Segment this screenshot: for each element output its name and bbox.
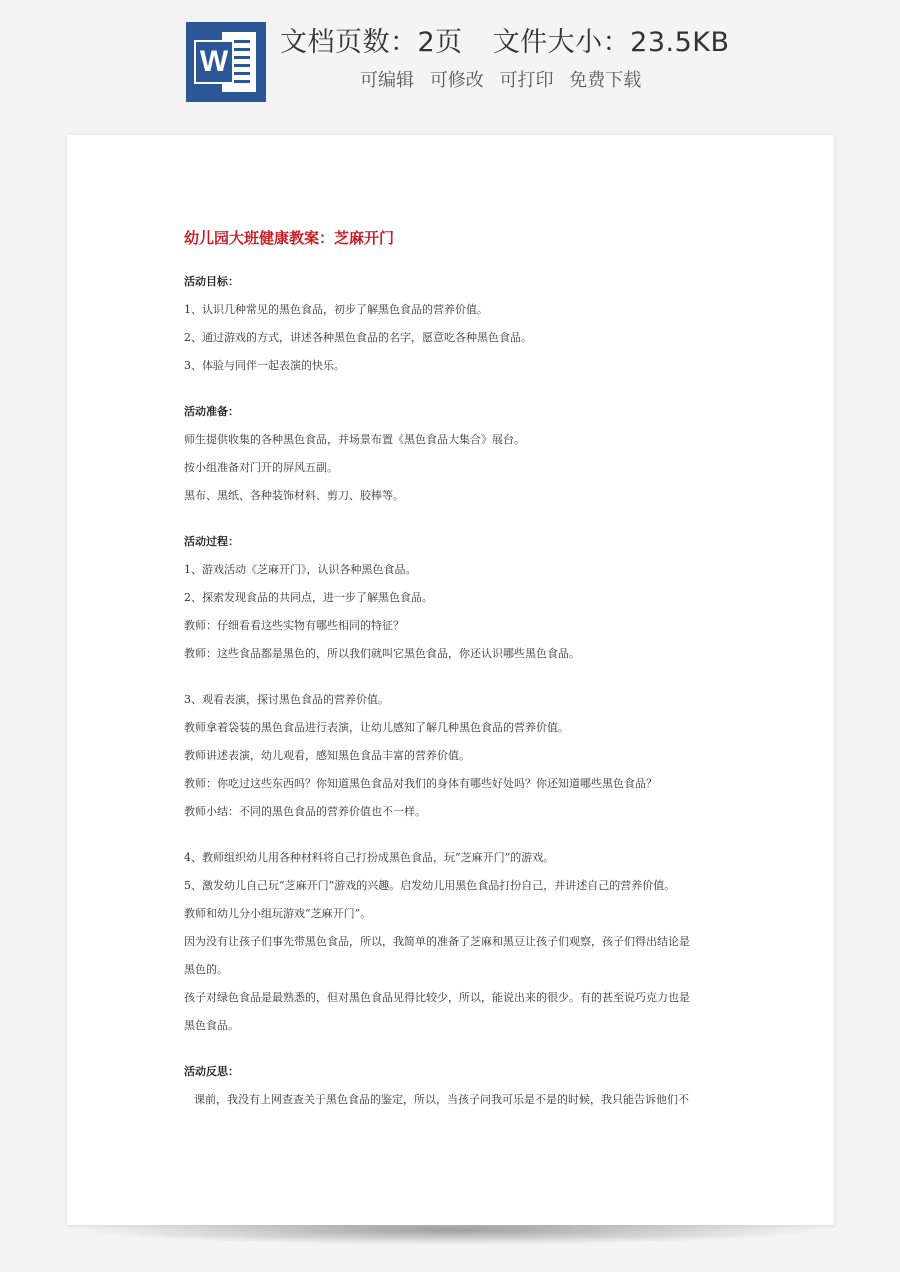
section-heading-reflection: 活动反思：	[184, 1065, 239, 1078]
body-line: 师生提供收集的各种黑色食品，并场景布置《黑色食品大集合》展台。	[184, 433, 525, 446]
body-line: 教师小结：不同的黑色食品的营养价值也不一样。	[184, 805, 426, 818]
section-heading-preparation: 活动准备：	[184, 405, 239, 418]
body-line: 教师：这些食品都是黑色的，所以我们就叫它黑色食品，你还认识哪些黑色食品。	[184, 647, 580, 660]
feature-printable: 可打印	[499, 70, 554, 91]
body-line: 按小组准备对门开的屏风五副。	[184, 461, 338, 474]
file-size: 文件大小：23.5KB	[492, 27, 730, 58]
body-line: 黑色的。	[184, 963, 228, 976]
body-line: 教师：你吃过这些东西吗？你知道黑色食品对我们的身体有哪些好处吗？你还知道哪些黑色食品？	[184, 777, 657, 790]
document-title: 幼儿园大班健康教案：芝麻开门	[184, 229, 395, 247]
body-line: 课前，我没有上网查查关于黑色食品的鉴定，所以，当孩子问我可乐是不是的时候，我只能告诉他们不	[194, 1093, 689, 1106]
section-heading-goals: 活动目标：	[184, 275, 239, 288]
body-line: 教师讲述表演，幼儿观看，感知黑色食品丰富的营养价值。	[184, 749, 470, 762]
body-line: 1、认识几种常见的黑色食品，初步了解黑色食品的营养价值。	[184, 303, 488, 316]
body-line: 教师：仔细看看这些实物有哪些相同的特征？	[184, 619, 404, 632]
body-line: 3、体验与同伴一起表演的快乐。	[184, 359, 345, 372]
feature-modifiable: 可修改	[429, 70, 484, 91]
feature-list	[360, 66, 651, 90]
body-line: 1、游戏活动《芝麻开门》，认识各种黑色食品。	[184, 563, 417, 576]
body-line: 2、探索发现食品的共同点，进一步了解黑色食品。	[184, 591, 433, 604]
download-header	[0, 0, 900, 120]
word-letter: W	[194, 40, 234, 84]
section-heading-process: 活动过程：	[184, 535, 239, 548]
body-line: 教师和幼儿分小组玩游戏“芝麻开门”。	[184, 907, 372, 920]
document-page	[67, 135, 834, 1225]
word-doc-icon	[186, 22, 266, 102]
file-info-title	[280, 20, 730, 62]
page-count: 文档页数：2页	[280, 27, 463, 58]
body-line: 5、激发幼儿自己玩“芝麻开门”游戏的兴趣。启发幼儿用黑色食品打扮自己，并讲述自己的营养价值。	[184, 879, 676, 892]
body-line: 黑色食品。	[184, 1019, 239, 1032]
body-line: 因为没有让孩子们事先带黑色食品，所以，我简单的准备了芝麻和黑豆让孩子们观察，孩子们得出结论是	[184, 935, 690, 948]
body-line: 黑布、黑纸、各种装饰材料、剪刀、胶棒等。	[184, 489, 404, 502]
body-line: 教师拿着袋装的黑色食品进行表演，让幼儿感知了解几种黑色食品的营养价值。	[184, 721, 569, 734]
body-line: 孩子对绿色食品是最熟悉的，但对黑色食品见得比较少，所以，能说出来的很少。有的甚至说巧克力也是	[184, 991, 690, 1004]
feature-editable: 可编辑	[360, 70, 414, 91]
feature-free-download: 免费下载	[569, 70, 642, 91]
body-line: 4、教师组织幼儿用各种材料将自己打扮成黑色食品，玩“芝麻开门”的游戏。	[184, 851, 555, 864]
body-line: 2、通过游戏的方式，讲述各种黑色食品的名字，愿意吃各种黑色食品。	[184, 331, 532, 344]
body-line: 3、观看表演，探讨黑色食品的营养价值。	[184, 693, 389, 706]
